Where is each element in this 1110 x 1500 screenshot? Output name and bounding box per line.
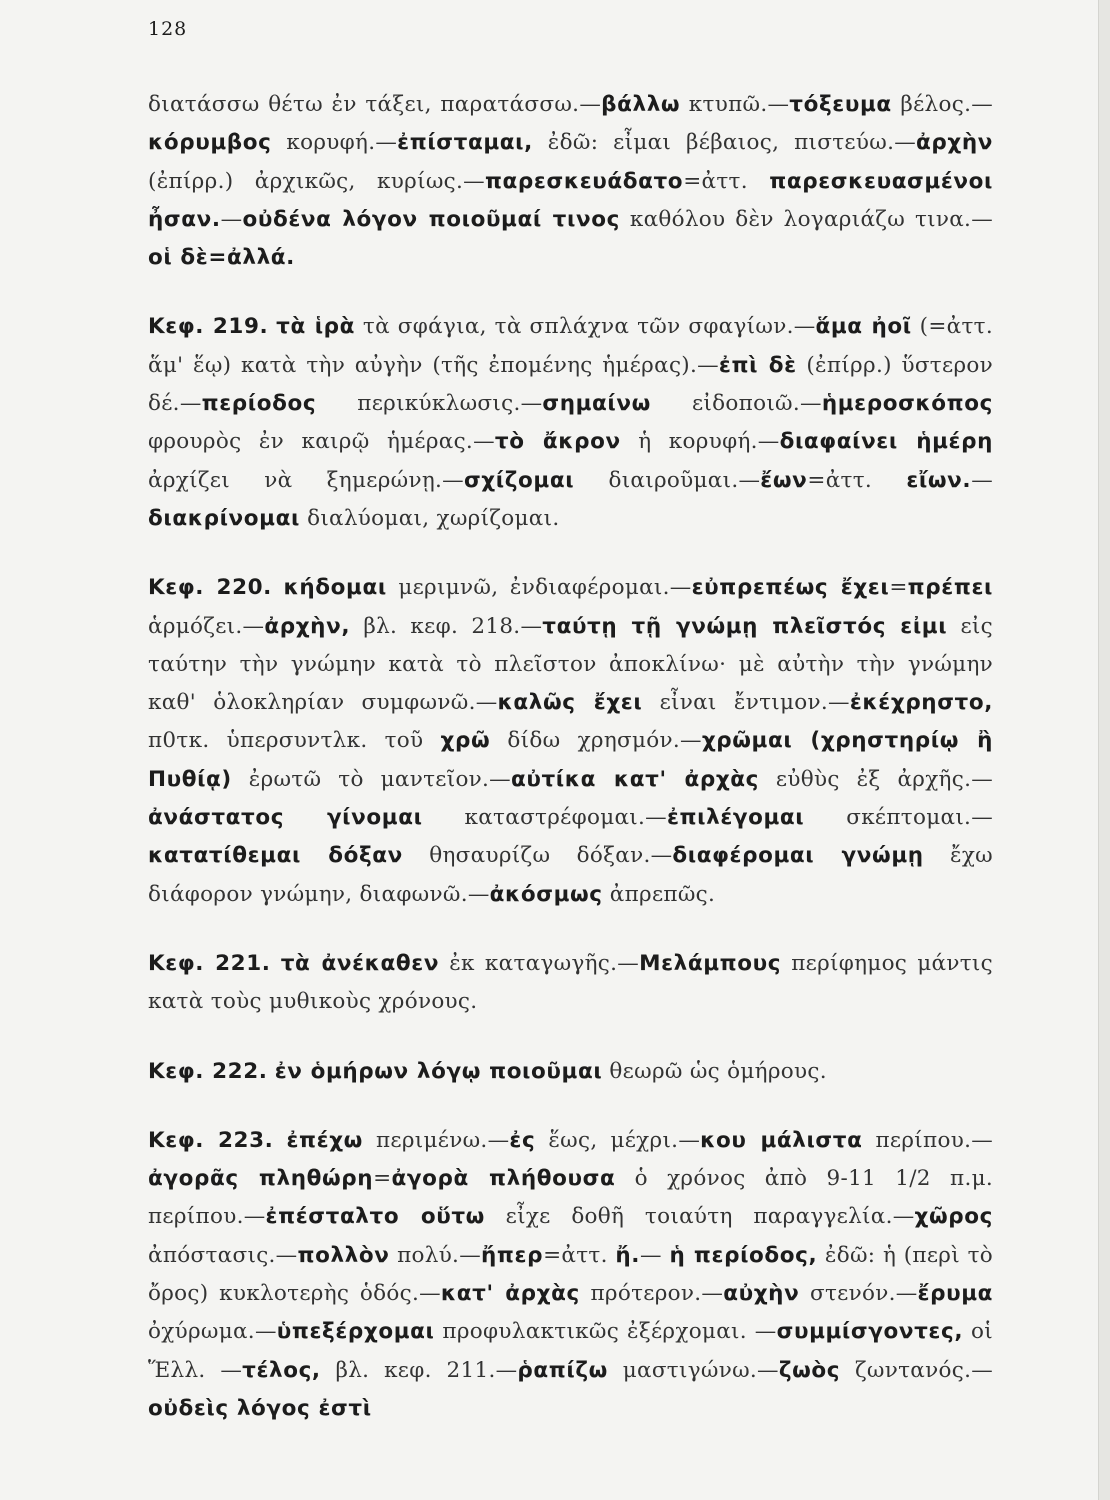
gloss-text: προφυλακτικῶς ἐξέρχομαι. —	[434, 1319, 777, 1345]
lemma-term: αὐτίκα κατ' ἀρχὰς	[511, 766, 760, 792]
lemma-term: ἐκέχρηστο,	[849, 690, 994, 716]
lemma-term: βάλλω	[601, 92, 681, 117]
gloss-text: ἡ κορυφή.—	[620, 429, 780, 455]
lemma-term: Μελάμπους	[639, 950, 782, 976]
gloss-text: βλ. κεφ. 211.—	[320, 1357, 518, 1383]
lemma-term: τέλος,	[242, 1357, 321, 1383]
gloss-text: —	[220, 206, 243, 232]
gloss-text: περιμένω.—	[362, 1127, 510, 1153]
lemma-term: ταύτῃ τῇ γνώμῃ πλεῖστός εἰμι	[542, 613, 948, 639]
lemma-term: πολλὸν	[297, 1242, 390, 1268]
lemma-term: ἡμεροσκόπος	[821, 391, 993, 417]
gloss-text: (ἐπίρρ.) ὕστερον δέ.—	[148, 352, 993, 417]
lemma-term: ἐν ὁμήρων λόγῳ ποιοῦμαι	[274, 1058, 603, 1084]
lemma-term: ἔων	[760, 467, 808, 493]
lemma-term: καλῶς ἔχει	[497, 690, 643, 716]
gloss-text: φρουρὸς ἐν καιρῷ ἡμέρας.—	[148, 429, 495, 455]
lemma-term: ἀρχὴν	[916, 130, 993, 156]
lemma-term: χῶρος	[914, 1204, 993, 1230]
gloss-text: περίφημος μάντις κατὰ τοὺς μυθικοὺς χρόνους.	[148, 950, 994, 1015]
lemma-term: διακρίνομαι	[148, 505, 300, 531]
lemma-term: ἤπερ	[481, 1242, 544, 1268]
gloss-text	[273, 1128, 286, 1153]
gloss-text: ἀπόστασις.—	[148, 1242, 298, 1268]
gloss-text: περικύκλωσις.—	[316, 391, 543, 417]
lemma-term: παρεσκευάδατο	[484, 168, 684, 194]
lemma-term: ἤ.	[615, 1242, 641, 1268]
lemma-term: χρῶμαι (χρηστηρίῳ ἢ Πυθίᾳ)	[148, 728, 993, 792]
lemma-term: ἐπίσταμαι,	[397, 130, 533, 156]
glossary-paragraph	[148, 1122, 993, 1428]
lemma-term: πρέπει	[907, 575, 993, 601]
gloss-text: πολύ.—	[389, 1242, 481, 1268]
gloss-text: ἀπρεπῶς.	[602, 881, 716, 907]
gloss-text: —	[640, 1242, 670, 1268]
gloss-text: πρότερον.—	[579, 1281, 724, 1307]
page-number: 128	[148, 18, 188, 40]
lemma-term: ἐπιλέγομαι	[666, 805, 805, 831]
gloss-text	[271, 951, 281, 976]
gloss-text: κορυφή.—	[271, 130, 398, 156]
lemma-term: ἐπὶ δὲ	[718, 352, 797, 378]
lemma-term: περίοδος	[201, 391, 317, 417]
gloss-text: στενόν.—	[799, 1281, 918, 1307]
gloss-text: =ἀττ.	[543, 1242, 616, 1268]
gloss-text: θησαυρίζω δόξαν.—	[402, 843, 673, 869]
gloss-text: =	[889, 575, 908, 601]
gloss-text: =ἀττ.	[807, 467, 907, 493]
gloss-text: θεωρῶ ὡς ὁμήρους.	[602, 1058, 827, 1084]
glossary-paragraph	[148, 308, 993, 538]
lemma-term: οὐδεὶς λόγος ἐστὶ	[148, 1395, 372, 1421]
lemma-term: τὰ ἱρὰ	[276, 314, 356, 340]
gloss-text	[268, 314, 276, 339]
gloss-text: ὀχύρωμα.—	[148, 1319, 277, 1345]
gloss-text: οἱ Ἕλλ. —	[148, 1319, 993, 1383]
gloss-text	[268, 1059, 275, 1084]
lemma-term: κόρυμβος	[148, 130, 272, 156]
gloss-text: π0τκ. ὑπερσυντλκ. τοῦ	[148, 728, 441, 754]
gloss-text: ἁρμόζει.—	[148, 613, 265, 639]
lemma-term: χρῶ	[440, 728, 491, 754]
lemma-term: ἡ περίοδος,	[669, 1242, 818, 1268]
lemma-term: ἐς	[509, 1127, 536, 1153]
lemma-term: τὸ ἄκρον	[494, 429, 621, 455]
gloss-text: κτυπῶ.—	[680, 92, 790, 117]
gloss-text: διαιροῦμαι.—	[574, 467, 761, 493]
gloss-text: σκέπτομαι.—	[804, 805, 993, 831]
gloss-text: καταστρέφομαι.—	[422, 805, 667, 831]
gloss-text: μεριμνῶ, ἐνδιαφέρομαι.—	[386, 575, 692, 601]
lemma-term: ἐπέχω	[286, 1127, 363, 1153]
lemma-term: διαφέρομαι γνώμῃ	[672, 843, 924, 869]
lemma-term: παρεσκευασμένοι ἦσαν.	[148, 168, 993, 232]
gloss-text: βέλος.—	[891, 92, 993, 117]
gloss-text: δίδω χρησμόν.—	[490, 728, 702, 754]
lemma-term: ἅμα ἠοῖ	[815, 314, 912, 340]
gloss-text: ἐδῶ: ἡ (περὶ τὸ ὄρος) κυκλοτερὴς ὁδός.—	[148, 1242, 994, 1307]
gloss-text: μαστιγώνω.—	[607, 1357, 779, 1383]
chapter-heading: Κεφ. 221.	[148, 950, 271, 976]
lemma-term: ὑπεξέρχομαι	[276, 1319, 435, 1345]
lemma-term: ἀρχὴν,	[264, 613, 351, 639]
gloss-text: βλ. κεφ. 218.—	[350, 613, 543, 639]
gloss-text: =ἀττ.	[683, 168, 770, 194]
gloss-text: ἐδῶ: εἶμαι βέβαιος, πιστεύω.—	[532, 130, 917, 156]
gloss-text: (ἐπίρρ.) ἀρχικῶς, κυρίως.—	[148, 168, 485, 194]
lemma-term: κατ' ἀρχὰς	[440, 1281, 580, 1307]
gloss-text: τὰ σφάγια, τὰ σπλάχνα τῶν σφαγίων.—	[355, 314, 816, 340]
chapter-heading: Κεφ. 220.	[148, 575, 272, 601]
lemma-term: σημαίνω	[542, 391, 651, 417]
lemma-term: ἀγορὰ πλήθουσα	[391, 1166, 616, 1192]
gloss-text: (=ἀττ. ἅμ' ἕῳ) κατὰ τὴν αὐγὴν (τῆς ἐπομένης ἡμέρας).—	[148, 314, 993, 378]
lemma-term: ζωὸς	[778, 1357, 841, 1383]
glossary-text	[148, 86, 993, 1428]
glossary-paragraph	[148, 86, 993, 277]
lemma-term: ἀγορᾶς πληθώρη	[148, 1166, 374, 1192]
chapter-heading: Κεφ. 219.	[148, 314, 269, 340]
lemma-term: οὐδένα λόγον ποιοῦμαί τινος	[242, 206, 620, 232]
gloss-text: ἐκ καταγωγῆς.—	[439, 950, 640, 976]
gloss-text: καθόλου δὲν λογαριάζω τινα.—	[619, 206, 993, 232]
gloss-text: διαλύομαι, χωρίζομαι.	[299, 505, 560, 531]
gloss-text: =	[373, 1166, 392, 1192]
lemma-term: εἴων.	[906, 467, 972, 493]
lemma-term: διαφαίνει ἡμέρη	[779, 429, 994, 455]
lemma-term: εὐπρεπέως ἔχει	[691, 575, 890, 601]
gloss-text: εὐθὺς ἐξ ἀρχῆς.—	[759, 766, 993, 792]
lemma-term: ἀνάστατος γίνομαι	[148, 805, 423, 831]
gloss-text: περίπου.—	[862, 1127, 994, 1153]
lemma-term: ἔρυμα	[917, 1281, 993, 1307]
glossary-paragraph	[148, 945, 993, 1022]
lemma-term: ῥαπίζω	[517, 1357, 608, 1383]
lemma-term: κου μάλιστα	[700, 1127, 863, 1153]
gloss-text: ἔχω διάφορον γνώμην, διαφωνῶ.—	[148, 843, 994, 907]
gloss-text: —	[971, 467, 994, 493]
lemma-term: συμμίσγοντες,	[776, 1319, 964, 1345]
gloss-text: ὁ χρόνος ἀπὸ 9-11 1/2 π.μ. περίπου.—	[148, 1166, 993, 1230]
lemma-term: τὰ ἀνέκαθεν	[280, 950, 440, 976]
gloss-text: διατάσσω θέτω ἐν τάξει, παρατάσσω.—	[148, 92, 602, 117]
gloss-text: ζωντανός.—	[840, 1357, 993, 1383]
gloss-text: ἐρωτῶ τὸ μαντεῖον.—	[231, 766, 511, 792]
gloss-text: εἶναι ἔντιμον.—	[642, 690, 850, 716]
lemma-term: τόξευμα	[789, 92, 892, 117]
lemma-term: ἀκόσμως	[489, 881, 603, 907]
glossary-paragraph	[148, 1053, 993, 1091]
page-edge	[1098, 0, 1110, 1500]
lemma-term: ἐπέσταλτο οὕτω	[265, 1204, 485, 1230]
chapter-heading: Κεφ. 222.	[148, 1058, 268, 1084]
lemma-term: σχίζομαι	[463, 467, 575, 493]
gloss-text: εἰδοποιῶ.—	[650, 391, 822, 417]
lemma-term: αὐχὴν	[723, 1281, 800, 1307]
gloss-text: ἀρχίζει νὰ ξημερώνῃ.—	[148, 467, 464, 493]
lemma-term: οἱ δὲ=ἀλλά.	[148, 245, 295, 271]
gloss-text: εἶχε δοθῆ τοιαύτη παραγγελία.—	[484, 1204, 915, 1230]
lemma-term: κατατίθεμαι δόξαν	[148, 843, 403, 869]
gloss-text: εἰς ταύτην τὴν γνώμην κατὰ τὸ πλεῖστον ἀποκλίνω· μὲ αὐτὴν τὴν γνώμην καθ' ὁλοκληρίαν συμφωνῶ.—	[148, 613, 993, 716]
glossary-paragraph	[148, 569, 993, 914]
gloss-text	[272, 575, 284, 600]
gloss-text: ἕως, μέχρι.—	[535, 1127, 701, 1153]
chapter-heading: Κεφ. 223.	[148, 1127, 274, 1153]
lemma-term: κήδομαι	[283, 575, 387, 601]
